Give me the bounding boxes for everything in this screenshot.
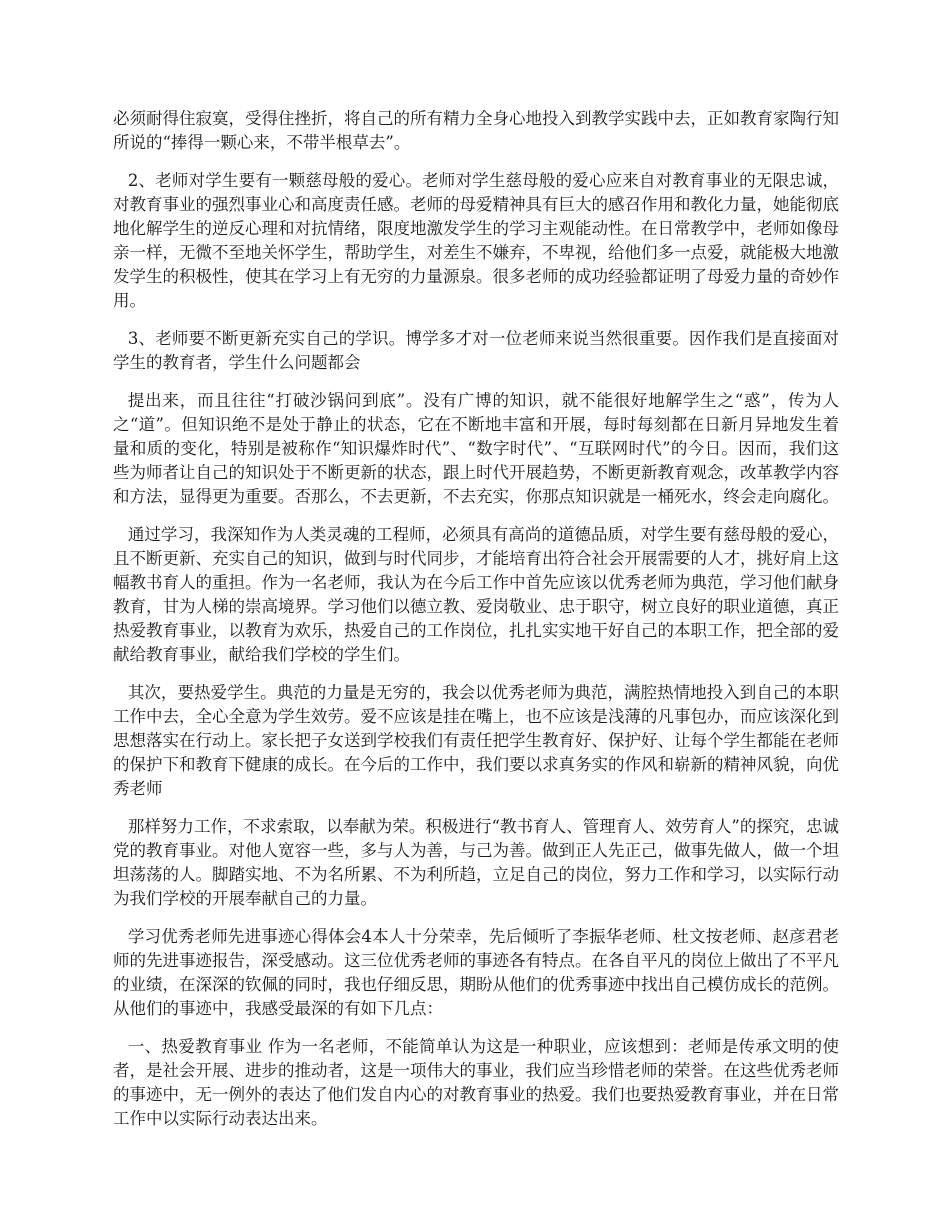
paragraph: 通过学习，我深知作为人类灵魂的工程师，必须具有高尚的道德品质，对学生要有慈母般的爱心，且不断更新、充实自己的知识，做到与时代同步，才能培育出符合社会开展需要的人才，挑好肩上这幅教书育人的重担。作为一名老师，我认为在今后工作中首先应该以优秀老师为典范，学习他们献身教育，甘为人梯的崇高境界。学习他们以德立教、爱岗敬业、忠于职守，树立良好的职业道德，真正热爱教育事业，以教育为欢乐，热爱自己的工作岗位，扎扎实实地干好自己的本职工作，把全部的爱献给教育事业，献给我们学校的学生们。 — [113, 525, 839, 664]
document-body — [113, 107, 839, 1145]
paragraph: 3、老师要不断更新充实自己的学识。博学多才对一位老师来说当然很重要。因作我们是直接面对学生的教育者，学生什么问题都会 — [113, 329, 839, 372]
paragraph: 那样努力工作，不求索取，以奉献为荣。积极进行“教书育人、管理育人、效劳育人”的探究，忠诚党的教育事业。对他人宽容一些，多与人为善，与己为善。做到正人先正己，做事先做人，做一个坦坦荡荡的人。脚踏实地、不为名所累、不为利所趋，立足自己的岗位，努力工作和学习，以实际行动为我们学校的开展奉献自己的力量。 — [113, 817, 839, 908]
paragraph: 2、老师对学生要有一颗慈母般的爱心。老师对学生慈母般的爱心应来自对教育事业的无限忠诚，对教育事业的强烈事业心和高度责任感。老师的母爱精神具有巨大的感召作用和教化力量，她能彻底地化解学生的逆反心理和对抗情绪，限度地激发学生的学习主观能动性。在日常教学中，老师如像母亲一样，无微不至地关怀学生，帮助学生，对差生不嫌弃，不卑视，给他们多一点爱，就能极大地激发学生的积极性，使其在学习上有无穷的力量源泉。很多老师的成功经验都证明了母爱力量的奇妙作用。 — [113, 171, 839, 310]
paragraph: 其次，要热爱学生。典范的力量是无穷的，我会以优秀老师为典范，满腔热情地投入到自己的本职工作中去，全心全意为学生效劳。爱不应该是挂在嘴上，也不应该是浅薄的凡事包办，而应该深化到思想落实在行动上。家长把子女送到学校我们有责任把学生教育好、保护好、让每个学生都能在老师的保护下和教育下健康的成长。在今后的工作中，我们要以求真务实的作风和崭新的精神风貌，向优秀老师 — [113, 683, 839, 798]
paragraph: 学习优秀老师先进事迹心得体会4本人十分荣幸，先后倾听了李振华老师、杜文按老师、赵彦君老师的先进事迹报告，深受感动。这三位优秀老师的事迹各有特点。在各自平凡的岗位上做出了不平凡的业绩，在深深的钦佩的同时，我也仔细反思，期盼从他们的优秀事迹中找出自己模仿成长的范例。从他们的事迹中，我感受最深的有如下几点： — [113, 927, 839, 1018]
paragraph: 必须耐得住寂寞，受得住挫折，将自己的所有精力全身心地投入到教学实践中去，正如教育家陶行知所说的“捧得一颗心来，不带半根草去”。 — [113, 109, 839, 152]
paragraph: 提出来，而且往往“打破沙锅问到底”。没有广博的知识，就不能很好地解学生之“惑”，传为人之“道”。但知识绝不是处于静止的状态，它在不断地丰富和开展，每时每刻都在日新月异地发生着量和质的变化，特别是被称作“知识爆炸时代”、“数字时代”、“互联网时代”的今日。因而，我们这些为师者让自己的知识处于不断更新的状态，跟上时代开展趋势，不断更新教育观念，改革教学内容和方法，显得更为重要。否那么，不去更新，不去充实，你那点知识就是一桶死水，终会走向腐化。 — [113, 391, 839, 506]
paragraph: 一、热爱教育事业 作为一名老师，不能简单认为这是一种职业，应该想到：老师是传承文明的使者，是社会开展、进步的推动者，这是一项伟大的事业，我们应当珍惜老师的荣誉。在这些优秀老师的事迹中，无一例外的表达了他们发自内心的对教育事业的热爱。我们也要热爱教育事业，并在日常工作中以实际行动表达出来。 — [113, 1037, 839, 1128]
